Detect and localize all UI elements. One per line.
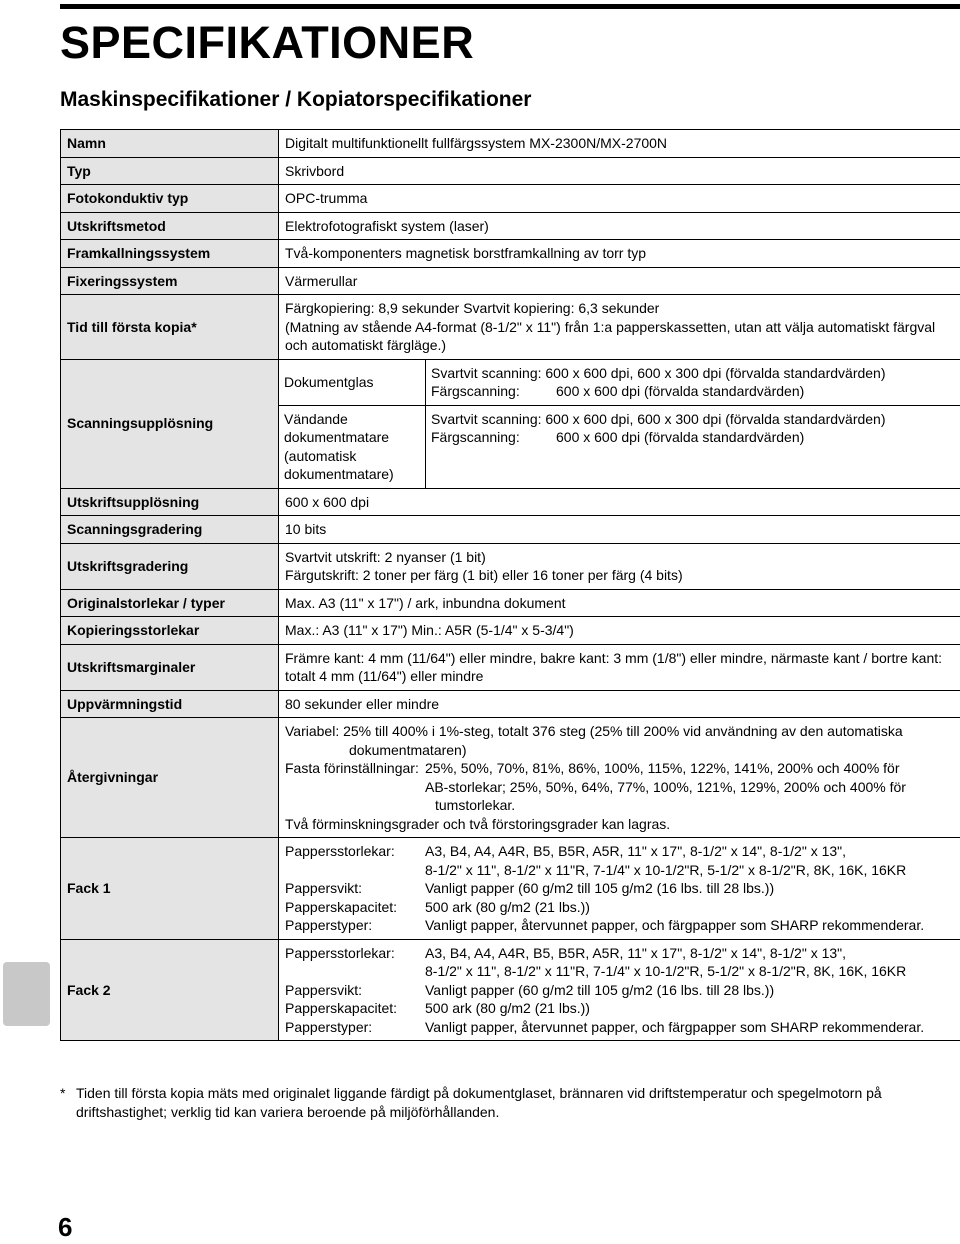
value-text: Vanligt papper (60 g/m2 till 105 g/m2 (16 lbs. till 28 lbs.)) — [425, 880, 775, 896]
value-line: (Matning av stående A4-format (8-1/2" x 11") från 1:a papperskassetten, utan att välja automatiskt färgval och automatiskt färgläge.) — [285, 318, 936, 353]
value-line: Färgutskrift: 2 toner per färg (1 bit) eller 16 toner per färg (4 bits) — [285, 567, 683, 583]
section-subtitle: Maskinspecifikationer / Kopiatorspecifikationer — [60, 88, 532, 111]
value-text — [425, 944, 954, 981]
value-text: Vanligt papper, återvunnet papper, och färgpapper som SHARP rekommenderar. — [425, 917, 925, 933]
value-line — [285, 759, 954, 778]
value-text: Vanligt papper, återvunnet papper, och färgpapper som SHARP rekommenderar. — [425, 1018, 925, 1035]
row-value — [279, 543, 960, 589]
row-value: OPC-trumma — [279, 185, 960, 213]
value-text — [425, 842, 954, 879]
value-label: Färgscanning: — [431, 429, 520, 445]
table-row — [61, 157, 960, 185]
table-row — [61, 589, 960, 617]
table-row — [61, 240, 960, 268]
value-label: Papperskapacitet: — [285, 898, 398, 915]
row-value — [279, 939, 960, 1041]
row-value: Max.: A3 (11" x 17") Min.: A5R (5-1/4" x 5-3/4") — [279, 617, 960, 645]
table-row — [61, 543, 960, 589]
row-label: Tid till första kopia* — [61, 295, 279, 360]
row-value — [279, 295, 960, 360]
row-value: 80 sekunder eller mindre — [279, 690, 960, 718]
table-row — [279, 360, 960, 406]
value-text: Vanligt papper (60 g/m2 till 105 g/m2 (16 lbs. till 28 lbs.)) — [425, 981, 775, 998]
value-text: 500 ark (80 g/m2 (21 lbs.)) — [425, 1000, 590, 1016]
row-value — [279, 359, 960, 488]
row-label: Kopieringsstorlekar — [61, 617, 279, 645]
table-row — [61, 267, 960, 295]
value-line — [285, 916, 954, 935]
row-label: Fack 1 — [61, 838, 279, 940]
row-label: Scanningsupplösning — [61, 359, 279, 488]
table-row — [61, 516, 960, 544]
row-label: Originalstorlekar / typer — [61, 589, 279, 617]
value-label: Fasta förinställningar: — [285, 760, 419, 776]
value-label: Färgscanning: — [431, 383, 520, 399]
value-line — [431, 382, 955, 401]
value-line — [285, 981, 954, 1000]
table-row — [61, 212, 960, 240]
page-number: 6 — [58, 1212, 73, 1242]
footnote — [60, 1084, 955, 1122]
value-line — [285, 842, 954, 879]
row-value: 10 bits — [279, 516, 960, 544]
row-label: Namn — [61, 130, 279, 158]
row-label: Scanningsgradering — [61, 516, 279, 544]
row-label: Utskriftsupplösning — [61, 488, 279, 516]
table-row — [61, 130, 960, 158]
table-row — [61, 185, 960, 213]
row-value: Främre kant: 4 mm (11/64") eller mindre, bakre kant: 3 mm (1/8") eller mindre, närmaste kant / bortre kant: totalt 4 mm (11/64") eller mindre — [279, 644, 960, 690]
value-line — [285, 898, 954, 917]
row-value: Max. A3 (11" x 17") / ark, inbundna dokument — [279, 589, 960, 617]
table-row — [61, 939, 960, 1041]
table-row — [61, 488, 960, 516]
footnote-marker: * — [60, 1085, 66, 1101]
table-row — [61, 359, 960, 488]
row-value — [279, 718, 960, 838]
value-line — [285, 999, 954, 1018]
value-label: Papperstyper: — [285, 1018, 373, 1035]
value-label: Papperskapacitet: — [285, 1000, 398, 1016]
value-text: A3, B4, A4, A4R, B5, B5R, A5R, 11" x 17", 8-1/2" x 14", 8-1/2" x 13", — [425, 944, 847, 961]
value-label: Pappersstorlekar: — [285, 843, 395, 859]
value-text: 600 x 600 dpi (förvalda standardvärden) — [556, 383, 805, 399]
value-label: Pappersstorlekar: — [285, 944, 395, 961]
value-line: Färgkopiering: 8,9 sekunder Svartvit kopiering: 6,3 sekunder — [285, 300, 660, 316]
value-line — [285, 1018, 954, 1037]
subrow-value — [426, 405, 960, 488]
table-row — [61, 690, 960, 718]
table-row — [61, 295, 960, 360]
row-label: Fack 2 — [61, 939, 279, 1041]
row-value: Två-komponenters magnetisk borstframkallning av torr typ — [279, 240, 960, 268]
row-value: Skrivbord — [279, 157, 960, 185]
row-value — [279, 838, 960, 940]
value-line — [285, 879, 954, 898]
value-line: Två förminskningsgrader och två förstoringsgrader kan lagras. — [285, 815, 671, 832]
value-line: dokumentmataren) — [349, 741, 467, 758]
value-label: Pappersvikt: — [285, 880, 363, 896]
table-row — [61, 617, 960, 645]
table-row — [61, 644, 960, 690]
value-line: Svartvit scanning: 600 x 600 dpi, 600 x 300 dpi (förvalda standardvärden) — [431, 410, 886, 427]
value-text: 500 ark (80 g/m2 (21 lbs.)) — [425, 898, 590, 915]
row-label: Uppvärmningstid — [61, 690, 279, 718]
value-label: Papperstyper: — [285, 917, 373, 933]
value-text: A3, B4, A4, A4R, B5, B5R, A5R, 11" x 17", 8-1/2" x 14", 8-1/2" x 13", — [425, 843, 847, 859]
value-text: 25%, 50%, 70%, 81%, 86%, 100%, 115%, 122%, 141%, 200% och 400% för — [425, 760, 900, 776]
row-value: Digitalt multifunktionellt fullfärgssystem MX-2300N/MX-2700N — [279, 130, 960, 158]
value-line: Variabel: 25% till 400% i 1%-steg, totalt 376 steg (25% till 200% vid användning av den automatiska — [285, 723, 903, 739]
row-label: Återgivningar — [61, 718, 279, 838]
value-label: Pappersvikt: — [285, 981, 363, 998]
value-line: AB-storlekar; 25%, 50%, 64%, 77%, 100%, 121%, 129%, 200% och 400% för — [425, 778, 906, 795]
subrow-label: Vändande dokumentmatare (automatisk dokumentmatare) — [279, 405, 426, 488]
value-line — [285, 944, 954, 981]
table-row — [61, 838, 960, 940]
table-row — [279, 405, 960, 488]
table-row — [61, 718, 960, 838]
row-label: Fotokonduktiv typ — [61, 185, 279, 213]
value-line — [431, 428, 955, 447]
scan-subtable — [279, 360, 960, 488]
footnote-text: Tiden till första kopia mäts med originalet liggande färdigt på dokumentglaset, brännaren vid driftstemperatur och spegelmotorn på driftshastighet; verklig tid kan variera beroende på miljöförhållanden. — [76, 1085, 882, 1120]
value-text: 8-1/2" x 11", 8-1/2" x 11"R, 7-1/4" x 10-1/2"R, 5-1/2" x 8-1/2"R, 8K, 16K, 16KR — [425, 861, 907, 878]
spec-table — [60, 129, 960, 1041]
value-text: 600 x 600 dpi (förvalda standardvärden) — [556, 429, 805, 445]
subrow-label: Dokumentglas — [279, 360, 426, 406]
row-label: Fixeringssystem — [61, 267, 279, 295]
chapter-tab — [3, 962, 50, 1026]
row-label: Utskriftsmetod — [61, 212, 279, 240]
value-line: tumstorlekar. — [435, 797, 516, 813]
row-label: Utskriftsmarginaler — [61, 644, 279, 690]
row-label: Typ — [61, 157, 279, 185]
page-title: SPECIFIKATIONER — [60, 17, 475, 68]
row-label: Utskriftsgradering — [61, 543, 279, 589]
header-rule — [60, 4, 960, 9]
value-line: Svartvit utskrift: 2 nyanser (1 bit) — [285, 548, 486, 565]
value-line: Svartvit scanning: 600 x 600 dpi, 600 x 300 dpi (förvalda standardvärden) — [431, 364, 886, 381]
row-label: Framkallningssystem — [61, 240, 279, 268]
row-value: Värmerullar — [279, 267, 960, 295]
row-value: 600 x 600 dpi — [279, 488, 960, 516]
row-value: Elektrofotografiskt system (laser) — [279, 212, 960, 240]
value-text: 8-1/2" x 11", 8-1/2" x 11"R, 7-1/4" x 10-1/2"R, 5-1/2" x 8-1/2"R, 8K, 16K, 16KR — [425, 963, 907, 979]
subrow-value — [426, 360, 960, 406]
